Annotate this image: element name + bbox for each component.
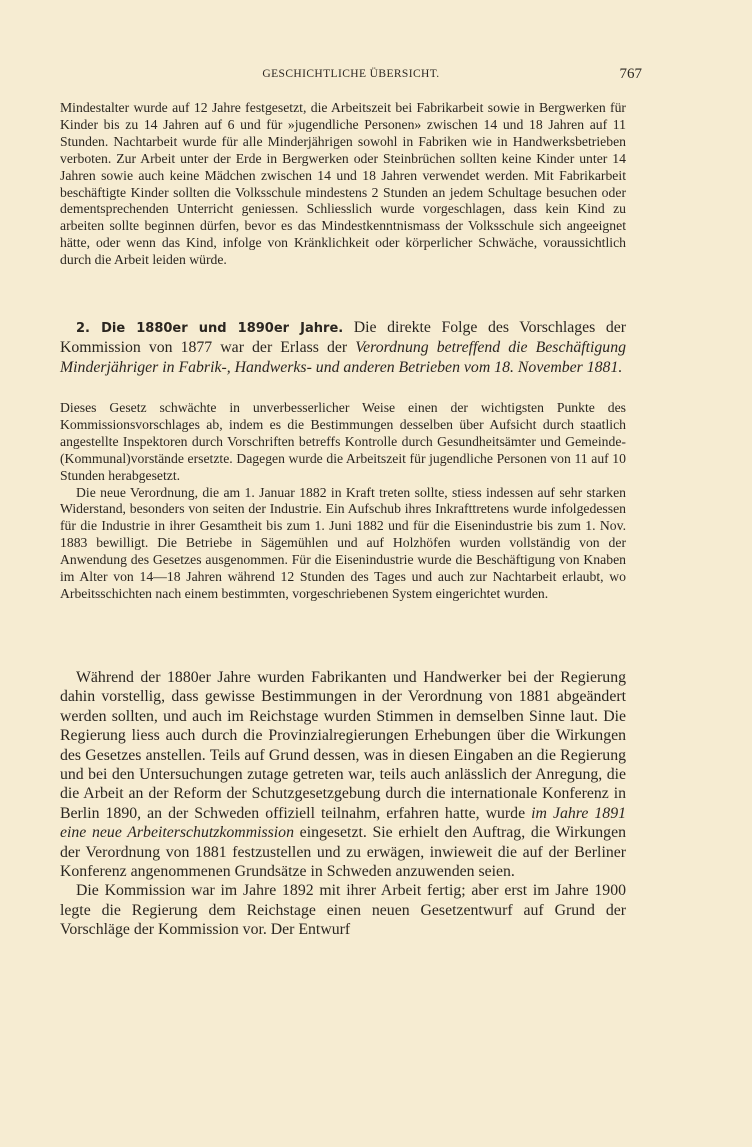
paragraph-text: eingesetzt. Sie erhielt den Auftrag, die Wirkungen der Verordnung von 1881 festzustellen und zu erwägen, inwieweit die auf der Berliner Konferenz angenommenen Grundsätze in Schweden anzuwenden seien.	[60, 824, 626, 881]
section-title: 2. Die 1880er und 1890er Jahre.	[76, 321, 344, 336]
small-text-block-2	[60, 400, 626, 603]
section-intro-text: Die direkte Folge des Vorschlages der Kommission von 1877 war der Erlass der	[60, 319, 626, 357]
section-heading-paragraph	[60, 318, 626, 377]
paragraph-text: Während der 1880er Jahre wurden Fabrikanten und Handwerker bei der Regierung dahin vorstellig, dass gewisse Bestimmungen in der Verordnung von 1881 abgeändert werden sollten, und auch im Reichstage wurden Stimmen in demselben Sinne laut. Die Regierung liess auch durch die Provinzialregierungen Erhebungen über die Wirkungen des Gesetzes anstellen. Teils auf Grund dessen, was in diesen Eingaben an die Regierung und bei den Untersuchungen zutage getreten war, teils auch anlässlich der Anregung, die die Arbeit an der Reform der Schutzgesetzgebung durch die internationale Konferenz in Berlin 1890, an der Schweden offiziell teilnahm, erfahren hatte, wurde	[60, 669, 626, 822]
paragraph: Dieses Gesetz schwächte in unverbesserlicher Weise einen der wichtigsten Punkte des Kommissionsvorschlages ab, indem es die Bestimmungen desselben über Aufsicht durch staatlich angestellte Inspektoren durch Vorschriften betreffs Kontrolle durch Gesundheitsämter und Gemeinde-(Kommunal)vorstände ersetzte. Dagegen wurde die Arbeitszeit für jugendliche Personen von 11 auf 10 Stunden herabgesetzt.	[60, 400, 626, 483]
running-head: GESCHICHTLICHE ÜBERSICHT.	[262, 68, 440, 80]
paragraph: Mindestalter wurde auf 12 Jahre festgesetzt, die Arbeitszeit bei Fabrikarbeit sowie in Bergwerken für Kinder bis zu 14 Jahren auf 6 und für »jugendliche Personen» zwischen 14 und 18 Jahren auf 11 Stunden. Nachtarbeit wurde für alle Minderjährigen sowohl in Fabriken wie in Handwerksbetrieben verboten. Zur Arbeit unter der Erde in Bergwerken oder Steinbrüchen sollten keine Kinder unter 14 Jahren sowie auch keine Mädchen zwischen 14 und 18 Jahren verwendet werden. Mit Fabrikarbeit beschäftigte Kinder sollten die Volksschule mindestens 2 Stunden an jedem Schultage besuchen oder dementsprechenden Unterricht geniessen. Schliesslich wurde vorgeschlagen, dass kein Kind zu arbeiten sollte beginnen dürfen, bevor es das Mindestkenntnismass der Volksschule sich angeeignet hätte, oder wenn das Kind, infolge von Kränklichkeit oder körperlicher Schwäche, voraussichtlich durch die Arbeit leiden würde.	[60, 100, 626, 268]
main-text-block	[60, 668, 626, 940]
paragraph	[60, 668, 626, 881]
paragraph: Die Kommission war im Jahre 1892 mit ihrer Arbeit fertig; aber erst im Jahre 1900 legte die Regierung dem Reichstage einen neuen Gesetzentwurf auf Grund der Vorschläge der Kommission vor. Der Entwurf	[60, 882, 626, 939]
paragraph: Die neue Verordnung, die am 1. Januar 1882 in Kraft treten sollte, stiess indessen auf sehr starken Widerstand, besonders von seiten der Industrie. Ein Aufschub ihres Inkrafttretens wurde infolgedessen für die Industrie in ihrer Gesamtheit bis zum 1. Juni 1882 und für die Eisenindustrie bis zum 1. Nov. 1883 bewilligt. Die Betriebe in Sägemühlen und auf Holzhöfen wurden vollständig von der Anwendung des Gesetzes ausgenommen. Für die Eisenindustrie wurde die Beschäftigung von Knaben im Alter von 14—18 Jahren während 12 Stunden des Tages und auch zur Nachtarbeit erlaubt, wo Arbeitsschichten nach einem bestimmten, vorgeschriebenen System eingerichtet wurden.	[60, 484, 626, 601]
small-text-block-1	[60, 100, 626, 269]
page-number: 767	[619, 66, 642, 82]
commission-name: im Jahre 1891 eine neue Arbeiterschutzkommission	[60, 804, 626, 842]
ordinance-title: Verordnung betreffend die Beschäftigung Minderjähriger in Fabrik-, Handwerks- und anderen Betrieben vom 18. November 1881.	[60, 339, 627, 376]
page-header	[60, 68, 642, 84]
